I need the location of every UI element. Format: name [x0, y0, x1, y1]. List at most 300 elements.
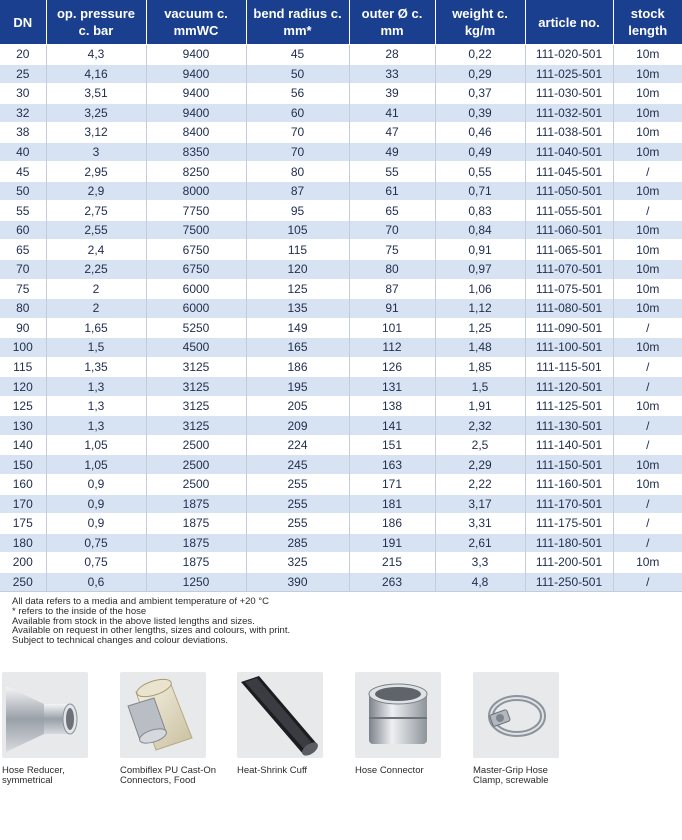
cell-bend-radius: 149 [246, 318, 349, 338]
table-row [0, 553, 682, 573]
cell-op-pressure: 1,5 [46, 338, 146, 358]
cell-outer-diameter: 131 [349, 377, 435, 397]
accessory-cast-on-connector[interactable] [120, 672, 230, 786]
cell-op-pressure: 1,05 [46, 435, 146, 455]
column-header-stock-length [613, 0, 682, 45]
cell-weight: 0,49 [435, 142, 525, 162]
footnotes [12, 597, 672, 646]
cell-op-pressure: 0,9 [46, 514, 146, 534]
cell-stock-length: / [613, 357, 682, 377]
cell-stock-length: / [613, 416, 682, 436]
cell-weight: 1,5 [435, 377, 525, 397]
cell-article-no: 111-150-501 [525, 455, 613, 475]
hose-connector-image [355, 672, 441, 758]
cell-article-no: 111-200-501 [525, 553, 613, 573]
cell-weight: 0,71 [435, 181, 525, 201]
cell-dn: 30 [0, 84, 46, 104]
cell-article-no: 111-130-501 [525, 416, 613, 436]
cell-weight: 2,29 [435, 455, 525, 475]
cell-stock-length: / [613, 533, 682, 553]
cell-weight: 1,06 [435, 279, 525, 299]
cell-dn: 60 [0, 220, 46, 240]
cell-op-pressure: 3,51 [46, 84, 146, 104]
cell-outer-diameter: 112 [349, 338, 435, 358]
cell-article-no: 111-125-501 [525, 396, 613, 416]
table-row [0, 299, 682, 319]
footnote: * refers to the inside of the hose [12, 605, 147, 617]
footnote: Subject to technical changes and colour deviations. [12, 635, 228, 647]
cell-vacuum: 4500 [146, 338, 246, 358]
cell-outer-diameter: 151 [349, 435, 435, 455]
cell-stock-length: 10m [613, 553, 682, 573]
cell-bend-radius: 95 [246, 201, 349, 221]
cell-op-pressure: 3,25 [46, 103, 146, 123]
table-row [0, 260, 682, 280]
table-row [0, 64, 682, 84]
table-row [0, 45, 682, 65]
table-row [0, 435, 682, 455]
cell-vacuum: 8400 [146, 123, 246, 143]
cell-outer-diameter: 138 [349, 396, 435, 416]
cell-op-pressure: 2,4 [46, 240, 146, 260]
cell-stock-length: 10m [613, 103, 682, 123]
cell-outer-diameter: 75 [349, 240, 435, 260]
cell-dn: 55 [0, 201, 46, 221]
cell-stock-length: 10m [613, 45, 682, 65]
cell-dn: 45 [0, 162, 46, 182]
hose-clamp-image [473, 672, 559, 758]
cell-bend-radius: 255 [246, 494, 349, 514]
cell-op-pressure: 2,25 [46, 260, 146, 280]
table-row [0, 416, 682, 436]
header-line: length [628, 23, 668, 38]
cell-article-no: 111-080-501 [525, 299, 613, 319]
cell-bend-radius: 105 [246, 220, 349, 240]
header-line: article no. [538, 14, 600, 30]
cell-vacuum: 9400 [146, 103, 246, 123]
cell-op-pressure: 0,75 [46, 533, 146, 553]
cell-article-no: 111-065-501 [525, 240, 613, 260]
cell-vacuum: 6750 [146, 240, 246, 260]
cell-op-pressure: 1,3 [46, 416, 146, 436]
cell-dn: 32 [0, 103, 46, 123]
cell-outer-diameter: 55 [349, 162, 435, 182]
cell-outer-diameter: 65 [349, 201, 435, 221]
cell-outer-diameter: 39 [349, 84, 435, 104]
cell-vacuum: 8350 [146, 142, 246, 162]
cell-op-pressure: 2 [46, 279, 146, 299]
cell-vacuum: 9400 [146, 45, 246, 65]
cell-outer-diameter: 171 [349, 475, 435, 495]
cell-stock-length: 10m [613, 279, 682, 299]
cell-op-pressure: 0,9 [46, 475, 146, 495]
cell-dn: 150 [0, 455, 46, 475]
cell-bend-radius: 80 [246, 162, 349, 182]
table-row [0, 201, 682, 221]
cell-vacuum: 1250 [146, 572, 246, 592]
cell-article-no: 111-075-501 [525, 279, 613, 299]
cell-op-pressure: 2 [46, 299, 146, 319]
cell-weight: 0,97 [435, 260, 525, 280]
cell-article-no: 111-170-501 [525, 494, 613, 514]
cell-stock-length: / [613, 201, 682, 221]
cell-dn: 120 [0, 377, 46, 397]
table-row [0, 142, 682, 162]
cell-outer-diameter: 28 [349, 45, 435, 65]
table-row [0, 533, 682, 553]
cell-weight: 1,25 [435, 318, 525, 338]
table-row [0, 357, 682, 377]
cell-weight: 1,91 [435, 396, 525, 416]
cell-outer-diameter: 91 [349, 299, 435, 319]
cell-bend-radius: 70 [246, 142, 349, 162]
cell-vacuum: 1875 [146, 514, 246, 534]
cell-op-pressure: 1,3 [46, 396, 146, 416]
column-header-article-no [525, 0, 613, 45]
table-row [0, 572, 682, 592]
hose-reducer-image [2, 672, 88, 758]
cell-bend-radius: 224 [246, 435, 349, 455]
cell-stock-length: / [613, 494, 682, 514]
cell-vacuum: 8250 [146, 162, 246, 182]
cell-op-pressure: 0,9 [46, 494, 146, 514]
cell-vacuum: 3125 [146, 416, 246, 436]
cell-vacuum: 3125 [146, 377, 246, 397]
column-header-outer-diameter [349, 0, 435, 45]
cell-outer-diameter: 101 [349, 318, 435, 338]
header-line: c. bar [78, 23, 114, 38]
header-line: bend radius c. [253, 6, 342, 21]
heat-shrink-cuff-image [237, 672, 323, 758]
header-line: mm [380, 23, 404, 38]
header-line: stock [630, 6, 665, 21]
table-row [0, 494, 682, 514]
cell-vacuum: 3125 [146, 396, 246, 416]
cell-weight: 1,85 [435, 357, 525, 377]
cell-dn: 115 [0, 357, 46, 377]
cell-article-no: 111-038-501 [525, 123, 613, 143]
table-row [0, 84, 682, 104]
cell-dn: 25 [0, 64, 46, 84]
cell-dn: 175 [0, 514, 46, 534]
accessory-hose-reducer[interactable] [2, 672, 112, 786]
cell-weight: 1,48 [435, 338, 525, 358]
table-row [0, 240, 682, 260]
cell-bend-radius: 285 [246, 533, 349, 553]
cell-vacuum: 5250 [146, 318, 246, 338]
cell-outer-diameter: 33 [349, 64, 435, 84]
cell-weight: 3,31 [435, 514, 525, 534]
caption-line: Clamp, screwable [473, 775, 549, 786]
cell-dn: 140 [0, 435, 46, 455]
table-row [0, 377, 682, 397]
cell-dn: 250 [0, 572, 46, 592]
table-row [0, 123, 682, 143]
cell-outer-diameter: 263 [349, 572, 435, 592]
accessory-hose-clamp[interactable] [473, 672, 583, 786]
cell-op-pressure: 0,75 [46, 553, 146, 573]
cell-article-no: 111-055-501 [525, 201, 613, 221]
cell-weight: 2,5 [435, 435, 525, 455]
cell-article-no: 111-140-501 [525, 435, 613, 455]
cell-article-no: 111-030-501 [525, 84, 613, 104]
header-line: vacuum c. [164, 6, 228, 21]
cell-article-no: 111-032-501 [525, 103, 613, 123]
cell-dn: 100 [0, 338, 46, 358]
cell-stock-length: 10m [613, 338, 682, 358]
cell-bend-radius: 255 [246, 514, 349, 534]
cell-op-pressure: 1,3 [46, 377, 146, 397]
table-row [0, 279, 682, 299]
cell-outer-diameter: 41 [349, 103, 435, 123]
cell-op-pressure: 0,6 [46, 572, 146, 592]
caption-line: Master-Grip Hose [473, 765, 548, 776]
cell-vacuum: 6000 [146, 299, 246, 319]
cell-stock-length: / [613, 318, 682, 338]
table-row [0, 318, 682, 338]
header-line: op. pressure [56, 6, 136, 21]
cell-weight: 0,83 [435, 201, 525, 221]
cell-outer-diameter: 47 [349, 123, 435, 143]
cell-weight: 2,32 [435, 416, 525, 436]
cell-dn: 50 [0, 181, 46, 201]
cell-outer-diameter: 141 [349, 416, 435, 436]
table-body [0, 45, 682, 592]
cell-op-pressure: 2,75 [46, 201, 146, 221]
accessory-heat-shrink-cuff[interactable] [237, 672, 347, 776]
cell-op-pressure: 2,95 [46, 162, 146, 182]
cell-outer-diameter: 126 [349, 357, 435, 377]
cell-article-no: 111-050-501 [525, 181, 613, 201]
cell-dn: 65 [0, 240, 46, 260]
column-header-weight [435, 0, 525, 45]
cell-stock-length: 10m [613, 240, 682, 260]
cell-article-no: 111-115-501 [525, 357, 613, 377]
cell-article-no: 111-180-501 [525, 533, 613, 553]
cell-bend-radius: 56 [246, 84, 349, 104]
cell-vacuum: 6750 [146, 260, 246, 280]
cell-article-no: 111-250-501 [525, 572, 613, 592]
cell-dn: 125 [0, 396, 46, 416]
cell-vacuum: 2500 [146, 455, 246, 475]
cell-article-no: 111-045-501 [525, 162, 613, 182]
cell-vacuum: 1875 [146, 553, 246, 573]
cell-vacuum: 2500 [146, 475, 246, 495]
cell-op-pressure: 3,12 [46, 123, 146, 143]
cell-outer-diameter: 186 [349, 514, 435, 534]
cell-op-pressure: 3 [46, 142, 146, 162]
caption-line: Hose Reducer, [2, 765, 65, 776]
cell-stock-length: 10m [613, 475, 682, 495]
cell-dn: 130 [0, 416, 46, 436]
cell-stock-length: 10m [613, 455, 682, 475]
cell-bend-radius: 325 [246, 553, 349, 573]
cell-op-pressure: 2,9 [46, 181, 146, 201]
caption-line: Combiflex PU Cast-On [120, 765, 217, 776]
column-header-op-pressure [46, 0, 146, 45]
caption-line: Hose Connector [355, 765, 424, 776]
cell-bend-radius: 209 [246, 416, 349, 436]
cell-weight: 0,22 [435, 45, 525, 65]
cell-weight: 2,22 [435, 475, 525, 495]
cell-dn: 160 [0, 475, 46, 495]
cell-weight: 4,8 [435, 572, 525, 592]
cell-bend-radius: 120 [246, 260, 349, 280]
cell-article-no: 111-070-501 [525, 260, 613, 280]
cell-weight: 0,29 [435, 64, 525, 84]
header-line: kg/m [464, 23, 496, 38]
cell-bend-radius: 135 [246, 299, 349, 319]
cell-stock-length: 10m [613, 142, 682, 162]
cell-weight: 0,84 [435, 220, 525, 240]
cell-outer-diameter: 70 [349, 220, 435, 240]
cell-bend-radius: 195 [246, 377, 349, 397]
cell-vacuum: 2500 [146, 435, 246, 455]
cell-vacuum: 1875 [146, 494, 246, 514]
cell-weight: 0,37 [435, 84, 525, 104]
cell-op-pressure: 1,05 [46, 455, 146, 475]
table-header-row [0, 0, 682, 45]
cell-outer-diameter: 181 [349, 494, 435, 514]
cell-bend-radius: 186 [246, 357, 349, 377]
header-line: DN [13, 14, 33, 30]
cell-bend-radius: 125 [246, 279, 349, 299]
cell-bend-radius: 245 [246, 455, 349, 475]
cell-stock-length: 10m [613, 220, 682, 240]
cell-outer-diameter: 61 [349, 181, 435, 201]
caption-line: Heat-Shrink Cuff [237, 765, 308, 776]
cell-bend-radius: 50 [246, 64, 349, 84]
cell-bend-radius: 205 [246, 396, 349, 416]
cell-stock-length: / [613, 514, 682, 534]
cell-vacuum: 7500 [146, 220, 246, 240]
table-row [0, 338, 682, 358]
cell-article-no: 111-120-501 [525, 377, 613, 397]
cell-outer-diameter: 80 [349, 260, 435, 280]
cell-stock-length: 10m [613, 181, 682, 201]
column-header-dn [0, 0, 46, 45]
cell-article-no: 111-090-501 [525, 318, 613, 338]
cell-dn: 80 [0, 299, 46, 319]
cell-bend-radius: 390 [246, 572, 349, 592]
cell-weight: 2,61 [435, 533, 525, 553]
cell-weight: 1,12 [435, 299, 525, 319]
cell-op-pressure: 1,65 [46, 318, 146, 338]
cell-outer-diameter: 215 [349, 553, 435, 573]
cell-weight: 3,17 [435, 494, 525, 514]
cell-vacuum: 3125 [146, 357, 246, 377]
header-line: mm* [283, 23, 312, 38]
cell-stock-length: 10m [613, 123, 682, 143]
cell-stock-length: 10m [613, 299, 682, 319]
caption-line: symmetrical [2, 775, 53, 786]
cell-dn: 75 [0, 279, 46, 299]
cell-outer-diameter: 163 [349, 455, 435, 475]
cell-weight: 0,55 [435, 162, 525, 182]
cell-article-no: 111-025-501 [525, 64, 613, 84]
header-line: outer Ø c. [361, 6, 423, 21]
cell-vacuum: 7750 [146, 201, 246, 221]
cell-bend-radius: 255 [246, 475, 349, 495]
cell-stock-length: 10m [613, 84, 682, 104]
cell-stock-length: / [613, 162, 682, 182]
cell-weight: 0,91 [435, 240, 525, 260]
cell-vacuum: 9400 [146, 84, 246, 104]
cast-on-connector-image [120, 672, 206, 758]
cell-vacuum: 9400 [146, 64, 246, 84]
cell-vacuum: 1875 [146, 533, 246, 553]
cell-dn: 20 [0, 45, 46, 65]
cell-outer-diameter: 87 [349, 279, 435, 299]
cell-stock-length: / [613, 435, 682, 455]
cell-weight: 3,3 [435, 553, 525, 573]
column-header-bend-radius [246, 0, 349, 45]
cell-vacuum: 6000 [146, 279, 246, 299]
footnote: Available on request in other lengths, sizes and colours, with print. [12, 625, 291, 637]
cell-weight: 0,46 [435, 123, 525, 143]
cell-bend-radius: 60 [246, 103, 349, 123]
cell-vacuum: 8000 [146, 181, 246, 201]
cell-stock-length: / [613, 572, 682, 592]
cell-op-pressure: 4,16 [46, 64, 146, 84]
table-row [0, 475, 682, 495]
cell-op-pressure: 1,35 [46, 357, 146, 377]
caption-line: Connectors, Food [120, 775, 196, 786]
cell-weight: 0,39 [435, 103, 525, 123]
cell-bend-radius: 165 [246, 338, 349, 358]
footnote: All data refers to a media and ambient temperature of +20 °C [12, 596, 270, 607]
cell-stock-length: / [613, 377, 682, 397]
table-row [0, 514, 682, 534]
table-row [0, 396, 682, 416]
cell-op-pressure: 2,55 [46, 220, 146, 240]
table-row [0, 220, 682, 240]
column-header-vacuum [146, 0, 246, 45]
header-line: mmWC [173, 23, 219, 38]
cell-stock-length: 10m [613, 260, 682, 280]
cell-dn: 70 [0, 260, 46, 280]
cell-stock-length: 10m [613, 64, 682, 84]
cell-outer-diameter: 191 [349, 533, 435, 553]
cell-bend-radius: 87 [246, 181, 349, 201]
cell-outer-diameter: 49 [349, 142, 435, 162]
footnote: Available from stock in the above listed lengths and sizes. [12, 615, 255, 627]
cell-bend-radius: 115 [246, 240, 349, 260]
table-row [0, 181, 682, 201]
cell-dn: 38 [0, 123, 46, 143]
cell-dn: 200 [0, 553, 46, 573]
cell-stock-length: 10m [613, 396, 682, 416]
cell-article-no: 111-020-501 [525, 45, 613, 65]
cell-dn: 180 [0, 533, 46, 553]
cell-article-no: 111-060-501 [525, 220, 613, 240]
cell-article-no: 111-040-501 [525, 142, 613, 162]
table-row [0, 455, 682, 475]
cell-bend-radius: 45 [246, 45, 349, 65]
cell-article-no: 111-100-501 [525, 338, 613, 358]
table-row [0, 162, 682, 182]
cell-dn: 90 [0, 318, 46, 338]
cell-bend-radius: 70 [246, 123, 349, 143]
accessory-hose-connector[interactable] [355, 672, 465, 776]
cell-op-pressure: 4,3 [46, 45, 146, 65]
cell-dn: 40 [0, 142, 46, 162]
header-line: weight c. [452, 6, 508, 21]
table-row [0, 103, 682, 123]
cell-article-no: 111-175-501 [525, 514, 613, 534]
cell-dn: 170 [0, 494, 46, 514]
cell-article-no: 111-160-501 [525, 475, 613, 495]
